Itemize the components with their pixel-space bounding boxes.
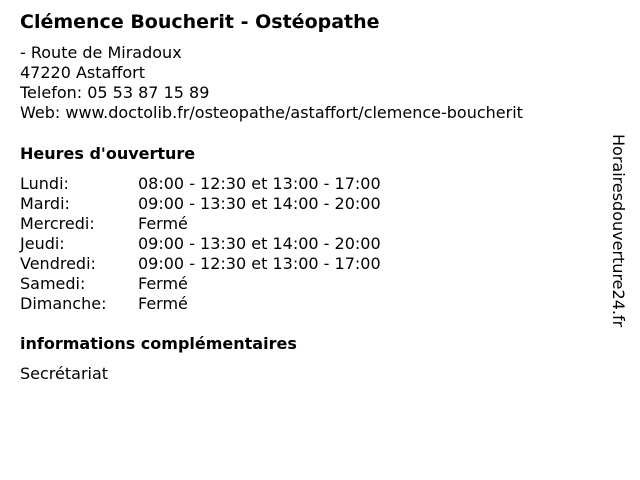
day-label: Vendredi: xyxy=(20,254,96,273)
day-hours: Fermé xyxy=(138,294,188,313)
day-label: Mercredi: xyxy=(20,214,95,233)
day-hours: Fermé xyxy=(138,214,188,233)
opening-hours-heading: Heures d'ouverture xyxy=(20,144,196,163)
day-label: Lundi: xyxy=(20,174,69,193)
day-hours: 09:00 - 12:30 et 13:00 - 17:00 xyxy=(138,254,381,273)
day-hours: 09:00 - 13:30 et 14:00 - 20:00 xyxy=(138,234,381,253)
day-hours: 08:00 - 12:30 et 13:00 - 17:00 xyxy=(138,174,381,193)
phone-number: Telefon: 05 53 87 15 89 xyxy=(20,83,210,102)
day-hours: 09:00 - 13:30 et 14:00 - 20:00 xyxy=(138,194,381,213)
day-label: Mardi: xyxy=(20,194,70,213)
additional-info-text: Secrétariat xyxy=(20,364,109,383)
day-hours: Fermé xyxy=(138,274,188,293)
postal-city: 47220 Astaffort xyxy=(20,63,146,82)
page-title: Clémence Boucherit - Ostéopathe xyxy=(20,11,380,33)
day-label: Jeudi: xyxy=(20,234,65,253)
site-watermark: Horairesdouverture24.fr xyxy=(609,134,628,328)
day-label: Dimanche: xyxy=(20,294,107,313)
address-block xyxy=(20,43,523,123)
street-address: - Route de Miradoux xyxy=(20,43,182,62)
day-label: Samedi: xyxy=(20,274,86,293)
additional-info-heading: informations complémentaires xyxy=(20,334,297,353)
website-link[interactable]: Web: www.doctolib.fr/osteopathe/astaffort/clemence-boucherit xyxy=(20,103,523,122)
